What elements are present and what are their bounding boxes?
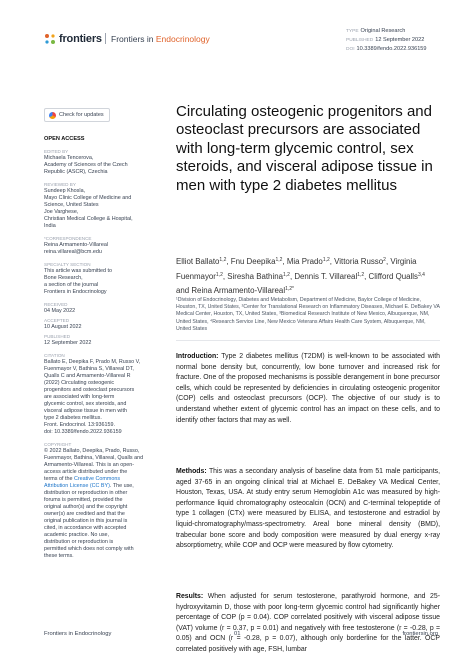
specialty-label: SPECIALTY SECTION	[44, 262, 91, 267]
text-line: visceral adipose tissue in men with	[44, 408, 127, 414]
author-name[interactable]: Elliot Ballato$^{1,2}$	[176, 257, 227, 266]
check-for-updates-button[interactable]: Check for updates	[44, 108, 110, 122]
specialty-section	[44, 268, 156, 296]
text-line: reina.villareal@bcm.edu	[44, 249, 102, 255]
correspondence[interactable]	[44, 242, 156, 256]
text-line: Ballato E, Deepika F, Prado M, Russo V,	[44, 359, 141, 365]
copyright: © 2022 Ballato, Deepika, Prado, Russo, Fuenmayor, Bathina, Villareal, Qualls and Armamento-Villareal. This is an open- access article distributed under the terms of the Creative Commons Attribution License (CC BY). The use, distribution or reproduction in other forums is permitted, provided the original author(s) and the copyright owner(s) are credited and that the original publication in this journal is cited, in accordance with accepted academic practice. No use, distribution or reproduction is permitted which does not comply with these terms.	[44, 448, 144, 559]
text-line: are associated with long-term	[44, 394, 115, 400]
text-line: progenitors and osteoclast precursors	[44, 387, 135, 393]
article-title: Circulating osteogenic progenitors and osteoclast precursors are associated with long-term glycemic control, sex steroids, and visceral adipose tissue in men with type 2 diabetes mellitus	[176, 103, 433, 194]
frontiers-logo-icon	[44, 32, 56, 44]
author-name[interactable]: Vittoria Russo$^2$	[334, 257, 386, 266]
text-line: Science, United States	[44, 202, 99, 208]
received-label: RECEIVED	[44, 302, 68, 307]
header-divider	[105, 33, 106, 44]
author-list: Elliot Ballato$^{1,2}$, Fnu Deepika$^{1,2}$, Mia Prado$^{1,2}$, Vittoria Russo$^2$, Virginia Fuenmayor$^{1,2}$, Siresha Bathina$^{1,2}$, Dennis T. Villareal$^{1,2}$, Clifford Qualls$^{3,4}$ and Reina Armamento-Villareal$^{1,2*}$	[176, 257, 425, 296]
author-name[interactable]: Fnu Deepika$^{1,2}$	[230, 257, 283, 266]
footer-site-link[interactable]: frontiersin.org	[402, 631, 438, 637]
text-line: (2022) Circulating osteogenic	[44, 380, 115, 386]
author-name[interactable]: Reina Armamento-Villareal$^{1,2*}$	[191, 286, 294, 296]
text-line: Academy of Sciences of the Czech	[44, 162, 128, 168]
text-line: Front. Endocrinol. 13:936159.	[44, 422, 116, 428]
author-name[interactable]: Dennis T. Villareal$^{1,2}$	[294, 271, 365, 281]
article-meta: TYPE Original Research PUBLISHED 12 September 2022 DOI 10.3389/fendo.2022.936159	[346, 28, 427, 52]
author-name[interactable]: Siresha Bathina$^{1,2}$	[227, 271, 290, 281]
published-date: 12 September 2022	[44, 340, 92, 346]
text-line: Qualls C and Armamento-Villareal R	[44, 373, 131, 379]
text-line: a section of the journal	[44, 282, 99, 288]
text-line: glycemic control, sex steroids, and	[44, 401, 127, 407]
crossmark-icon	[49, 112, 56, 119]
brand-name[interactable]: frontiers	[59, 33, 102, 45]
author-name[interactable]: Virginia Fuenmayor$^{1,2}$	[176, 257, 417, 281]
text-line: Michaela Tencerova,	[44, 155, 94, 161]
copyright-label: COPYRIGHT	[44, 442, 72, 447]
received-date: 04 May 2022	[44, 308, 76, 314]
edited-by-label: EDITED BY	[44, 149, 69, 154]
citation	[44, 359, 156, 436]
accepted-label: ACCEPTED	[44, 318, 70, 323]
edited-by	[44, 155, 156, 176]
correspondence-label: *CORRESPONDENCE	[44, 236, 92, 241]
footer-journal: Frontiers in Endocrinology	[44, 631, 112, 637]
journal-name[interactable]: Frontiers in Endocrinology	[111, 34, 210, 44]
text-line: Joe Varghese,	[44, 209, 79, 215]
citation-label: CITATION	[44, 353, 65, 358]
text-line: This article was submitted to	[44, 268, 113, 274]
text-line: Frontiers in Endocrinology	[44, 289, 107, 295]
text-line: Fuenmayor V, Bathina S, Villareal DT,	[44, 366, 134, 372]
abstract-introduction: Introduction: Type 2 diabetes mellitus (T2DM) is well-known to be associated with normal bone density but, concurrently, low bone turnover and increased risk for fracture. One of the proposed mechanisms is possible derangement in bone precursor cells, which could be represented by deficiencies in circulating osteogenic progenitor (COP) cells and osteoclast precursors (OCP). The objective of our study is to understand whether extent of glycemic control has an impact on these cells, and to identify other factors that may as well.	[176, 353, 440, 424]
cc-by-link[interactable]: Attribution License (CC BY)	[44, 483, 110, 489]
text-line: type 2 diabetes mellitus.	[44, 415, 102, 421]
divider	[176, 340, 440, 341]
accepted-date: 10 August 2022	[44, 324, 82, 330]
text-line: Mayo Clinic College of Medicine and	[44, 195, 132, 201]
abstract-results: Results: When adjusted for serum testosterone, parathyroid hormone, and 25-hydroxyvitamin D, those with poor long-term glycemic control had significantly higher percentage of COP (p = 0.04). COP correlated positively with visceral adipose tissue (VAT) volume (r = 0.37, p = 0.01) and negatively with free testosterone (r = -0.28, p = 0.05) and OCN (r = -0.28, p = 0.07), although only borderline for the latter. OCP correlated positively with age, FSH, lumbar	[176, 593, 440, 653]
text-line: India	[44, 223, 56, 229]
abstract-methods: Methods: This was a secondary analysis of baseline data from 51 male participants, aged 37-65 in an ongoing clinical trial at Michael E. DeBakey VA Medical Center, Houston, Texas, USA. At study entry serum Hemoglobin A1c was measured by high-performance liquid chromatography osteocalcin (OCN) and C-terminal telopeptide of type 1 collagen (CTx) were measured by ELISA, and testosterone and estradiol by liquid-chromatography/mass-spectrometry. Areal bone mineral density (BMD), trabecular bone score and body composition were measured by dual energy x-ray absorptiometry, while COP and OCP were measured by flow cytometry.	[176, 468, 440, 550]
text-line: doi: 10.3389/fendo.2022.936159	[44, 429, 122, 435]
published-label: PUBLISHED	[44, 334, 71, 339]
page-number: 01	[234, 631, 241, 637]
author-name[interactable]: Clifford Qualls$^{3,4}$	[368, 271, 425, 281]
affiliations: ¹Division of Endocrinology, Diabetes and Metabolism, Department of Medicine, Baylor College of Medicine, Houston, TX, United States, ²Center for Translational Research on Inflammatory Diseases, Michael E. DeBakey VA Medical Center, Houston, TX, United States, ³Biomedical Research Institute of New Mexico, Albuquerque, NM, United States, ⁴Research Service Line, New Mexico Veterans Affairs Health Care System, Albuquerque, NM, United States	[176, 297, 440, 332]
text-line: Bone Research,	[44, 275, 83, 281]
text-line: Republic (ASCR), Czechia	[44, 169, 108, 175]
sidebar	[44, 136, 156, 560]
reviewed-by	[44, 188, 156, 230]
text-line: Sundeep Khosla,	[44, 188, 86, 194]
reviewed-by-label: REVIEWED BY	[44, 182, 76, 187]
open-access-label: OPEN ACCESS	[44, 136, 85, 142]
author-name[interactable]: Mia Prado$^{1,2}$	[286, 257, 330, 266]
text-line: Christian Medical College & Hospital,	[44, 216, 133, 222]
cc-link[interactable]: Creative Commons	[73, 476, 121, 482]
text-line: Reina Armamento-Villareal	[44, 242, 109, 248]
